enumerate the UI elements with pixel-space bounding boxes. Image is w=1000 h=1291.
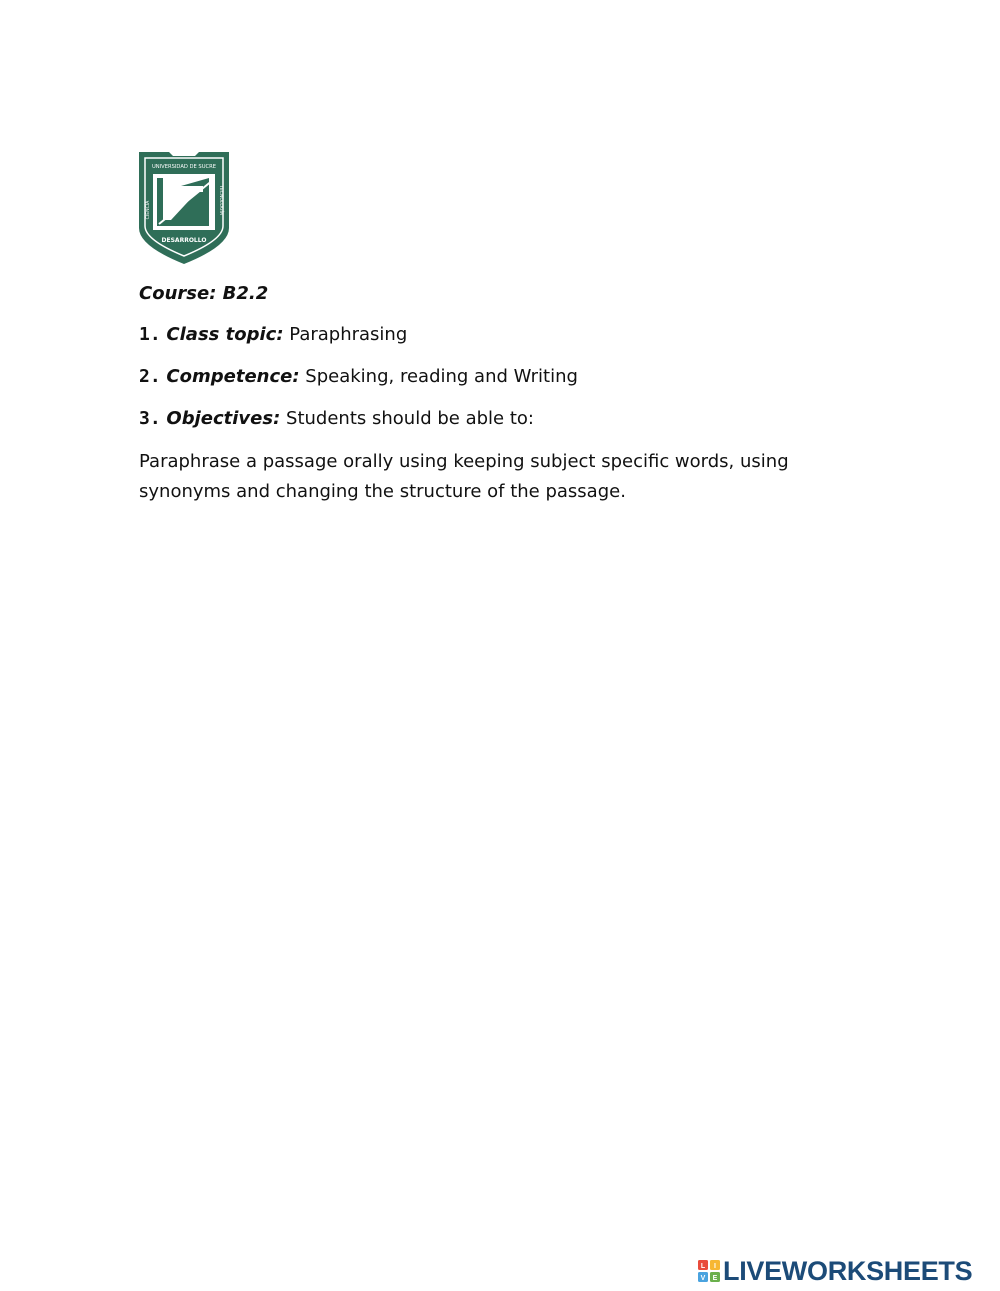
- course-label: Course: B2.2: [139, 283, 269, 304]
- item-class-topic: [139, 323, 839, 347]
- logo-right-text: TECNOLOGÍA: [218, 184, 223, 216]
- liveworksheets-logo-icon: [698, 1260, 720, 1282]
- item-label: Competence:: [166, 366, 300, 387]
- icon-letter: V: [700, 1275, 706, 1282]
- item-competence: [139, 365, 839, 389]
- item-value: Paraphrasing: [289, 324, 408, 345]
- item-label: Class topic:: [166, 324, 284, 345]
- icon-letter: E: [712, 1275, 718, 1282]
- objective-paragraph: Paraphrase a passage orally using keeping subject specific words, using synonyms and changing the structure of the passage.: [139, 451, 789, 502]
- university-logo: [137, 150, 231, 266]
- watermark-text: LIVEWORKSHEETS: [723, 1255, 973, 1286]
- university-crest-icon: [137, 150, 231, 266]
- worksheet-content: [139, 282, 839, 507]
- item-number: 3.: [139, 408, 161, 429]
- item-number: 2.: [139, 366, 161, 387]
- item-objectives: [139, 407, 839, 431]
- logo-left-text: CIENCIA: [146, 200, 151, 220]
- item-value: Speaking, reading and Writing: [305, 366, 578, 387]
- item-number: 1.: [139, 324, 161, 345]
- icon-letter: L: [700, 1263, 706, 1270]
- item-label: Objectives:: [166, 408, 281, 429]
- icon-letter: I: [714, 1263, 716, 1270]
- logo-top-text: UNIVERSIDAD DE SUCRE: [151, 164, 217, 170]
- liveworksheets-watermark: [698, 1256, 972, 1286]
- item-value: Students should be able to:: [286, 408, 534, 429]
- logo-bottom-text: DESARROLLO: [161, 237, 207, 244]
